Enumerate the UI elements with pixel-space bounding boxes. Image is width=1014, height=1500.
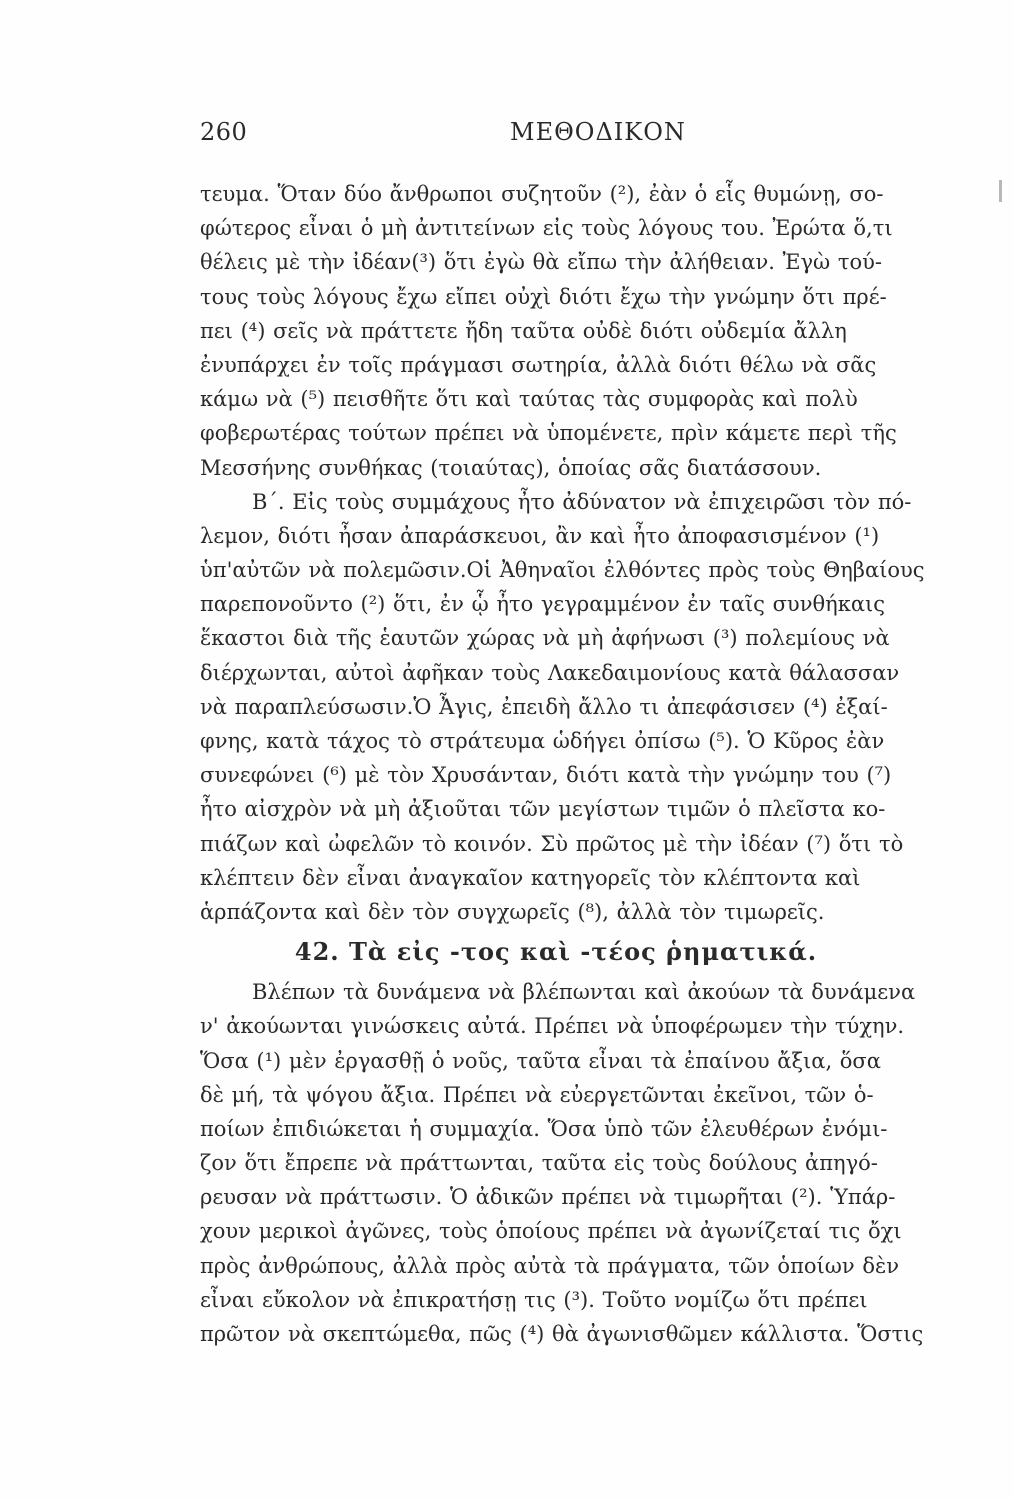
text-line: κλέπτειν δὲν εἶναι ἀναγκαῖον κατηγορεῖς τὸν κλέπτοντα καὶ (200, 865, 861, 890)
paragraph-start-line: Βλέπων τὰ δυνάμενα νὰ βλέπωνται καὶ ἀκούων τὰ δυνάμενα (252, 980, 916, 1005)
text-line: τευμα. Ὅταν δύο ἄνθρωποι συζητοῦν (²), ἐὰν ὁ εἷς θυμώνῃ, σο- (200, 182, 884, 206)
text-line: ἐνυπάρχει ἐν τοῖς πράγμασι σωτηρία, ἀλλὰ διότι θέλω νὰ σᾶς (200, 352, 877, 377)
text-line: ἕκαστοι διὰ τῆς ἑαυτῶν χώρας νὰ μὴ ἀφήνωσι (³) πολεμίους νὰ (200, 626, 890, 651)
text-line: ἁρπάζοντα καὶ δὲν τὸν συγχωρεῖς (⁸), ἀλλὰ τὸν τιμωρεῖς. (200, 899, 825, 924)
text-line: φώτερος εἶναι ὁ μὴ ἀντιτείνων εἰς τοὺς λόγους του. Ἐρώτα ὅ,τι (200, 216, 893, 241)
text-line: νὰ παραπλεύσωσιν.Ὁ Ἆγις, ἐπειδὴ ἄλλο τι ἀπεφάσισεν (⁴) ἐξαί- (200, 694, 888, 719)
page-number: 260 (200, 118, 248, 146)
text-line: πιάζων καὶ ὠφελῶν τὸ κοινόν. Σὺ πρῶτος μὲ τὴν ἰδέαν (⁷) ὅτι τὸ (200, 831, 904, 856)
text-line: χουν μερικοὶ ἀγῶνες, τοὺς ὁποίους πρέπει νὰ ἀγωνίζεταί τις ὄχι (200, 1219, 902, 1244)
body-text (200, 177, 932, 1351)
paragraph-start-line: Β΄. Εἰς τοὺς συμμάχους ἦτο ἀδύνατον νὰ ἐπιχειρῶσι τὸν πό- (252, 489, 912, 514)
text-line: ποίων ἐπιδιώκεται ἡ συμμαχία. Ὅσα ὑπὸ τῶν ἐλευθέρων ἐνόμι- (200, 1116, 888, 1141)
running-head: ΜΕΘΟΔΙΚΟΝ (510, 118, 686, 146)
text-line: φνης, κατὰ τάχος τὸ στράτευμα ὡδήγει ὀπίσω (⁵). Ὁ Κῦρος ἐὰν (200, 729, 885, 753)
text-line: ρευσαν νὰ πράττωσιν. Ὁ ἀδικῶν πρέπει νὰ τιμωρῆται (²). Ὑπάρ- (200, 1185, 896, 1210)
page-header (200, 118, 940, 148)
text-line: δὲ μή, τὰ ψόγου ἄξια. Πρέπει νὰ εὐεργετῶνται ἐκεῖνοι, τῶν ὁ- (200, 1082, 874, 1107)
text-line: ζον ὅτι ἔπρεπε νὰ πράττωνται, ταῦτα εἰς τοὺς δούλους ἀπηγό- (200, 1151, 878, 1176)
text-line: διέρχωνται, αὐτοὶ ἀφῆκαν τοὺς Λακεδαιμονίους κατὰ θάλασσαν (200, 660, 900, 685)
text-line: εἶναι εὔκολον νὰ ἐπικρατήσῃ τις (³). Τοῦτο νομίζω ὅτι πρέπει (200, 1287, 868, 1312)
text-line: πρὸς ἀνθρώπους, ἀλλὰ πρὸς αὐτὰ τὰ πράγματα, τῶν ὁποίων δὲν (200, 1253, 899, 1278)
text-line: Μεσσήνης συνθήκας (τοιαύτας), ὁποίας σᾶς διατάσσουν. (200, 455, 822, 480)
text-line: ἦτο αἰσχρὸν νὰ μὴ ἀξιοῦται τῶν μεγίστων τιμῶν ὁ πλεῖστα κο- (200, 797, 886, 822)
text-line: λεμον, διότι ἦσαν ἀπαράσκευοι, ἂν καὶ ἦτο ἀποφασισμένον (¹) (200, 523, 880, 548)
text-line: ν' ἀκούωνται γινώσκεις αὐτά. Πρέπει νὰ ὑποφέρωμεν τὴν τύχην. (200, 1014, 905, 1039)
text-line: κάμω νὰ (⁵) πεισθῆτε ὅτι καὶ ταύτας τὰς συμφορὰς καὶ πολὺ (200, 387, 858, 412)
page-edge-mark (999, 180, 1002, 202)
text-line: συνεφώνει (⁶) μὲ τὸν Χρυσάνταν, διότι κατὰ τὴν γνώμην του (⁷) (200, 763, 892, 788)
text-line: φοβερωτέρας τούτων πρέπει νὰ ὑπομένετε, πρὶν κάμετε περὶ τῆς (200, 421, 897, 446)
text-line: πρῶτον νὰ σκεπτώμεθα, πῶς (⁴) θὰ ἀγωνισθῶμεν κάλλιστα. Ὅστις (200, 1322, 924, 1346)
text-line: Ὅσα (¹) μὲν ἐργασθῇ ὁ νοῦς, ταῦτα εἶναι τὰ ἐπαίνου ἄξια, ὅσα (200, 1048, 881, 1073)
section-heading: 42. Τὰ εἰς -τος καὶ -τέος ῥηματικά. (294, 937, 818, 967)
text-line: θέλεις μὲ τὴν ἰδέαν(³) ὅτι ἐγὼ θὰ εἴπω τὴν ἀλήθειαν. Ἐγὼ τού- (200, 250, 882, 275)
text-line: πει (⁴) σεῖς νὰ πράττετε ἤδη ταῦτα οὐδὲ διότι οὐδεμία ἄλλη (200, 318, 847, 343)
text-line: παρεπονοῦντο (²) ὅτι, ἐν ᾧ ἦτο γεγραμμένον ἐν ταῖς συνθήκαις (200, 592, 885, 617)
text-line: ὑπ'αὐτῶν νὰ πολεμῶσιν.Οἱ Ἀθηναῖοι ἐλθόντες πρὸς τοὺς Θηβαίους (200, 558, 925, 583)
text-line: τους τοὺς λόγους ἔχω εἴπει οὐχὶ διότι ἔχω τὴν γνώμην ὅτι πρέ- (200, 284, 887, 309)
